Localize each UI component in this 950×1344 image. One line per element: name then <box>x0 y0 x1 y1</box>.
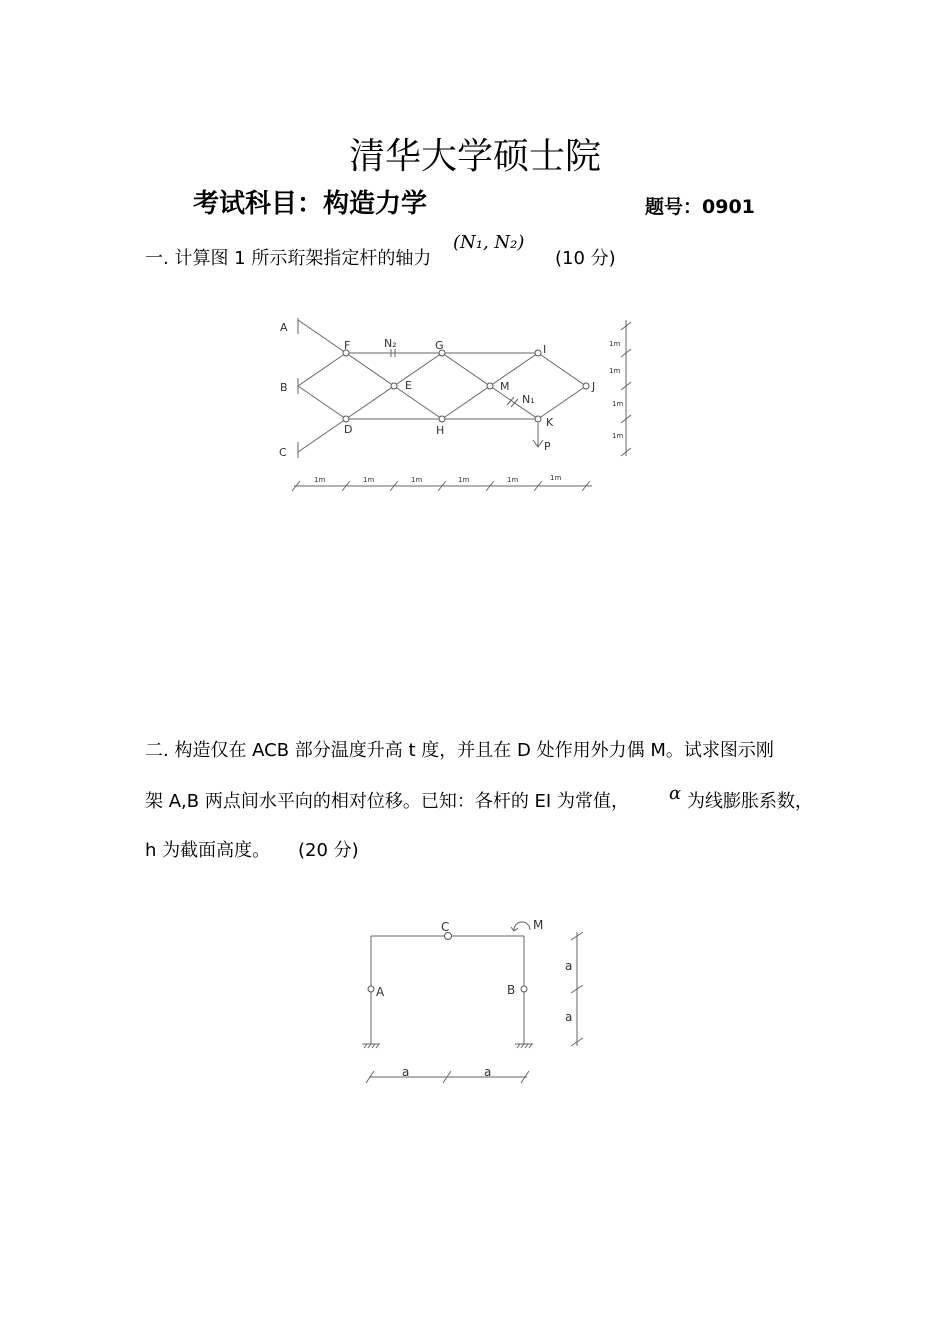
page-title: 清华大学硕士院 <box>348 136 601 177</box>
alpha-symbol: α <box>669 783 682 804</box>
label-P: P <box>544 440 551 453</box>
label-E: E <box>405 379 412 392</box>
dim-h-5: 1m <box>507 476 519 484</box>
dim-h-2: 1m <box>363 476 375 484</box>
question1-formula: (N₁, N₂) <box>453 232 525 253</box>
frame-label-B: B <box>507 983 516 997</box>
label-B: B <box>280 381 288 394</box>
frame-dim-v-2: a <box>565 1010 573 1024</box>
dim-v-4: 1m <box>612 432 624 440</box>
dim-h-1: 1m <box>314 476 326 484</box>
label-D: D <box>344 423 353 436</box>
dim-h-3: 1m <box>411 476 423 484</box>
frame-dim-h-1: a <box>402 1065 410 1079</box>
label-A: A <box>280 321 288 334</box>
question2-points: (20 分) <box>298 840 359 861</box>
question1-points: (10 分) <box>555 248 616 269</box>
label-C: C <box>279 446 287 459</box>
frame-label-A: A <box>376 985 385 999</box>
label-K: K <box>546 416 554 429</box>
label-J: J <box>592 380 596 393</box>
question-number: 题号：0901 <box>645 196 755 218</box>
label-N2: N₂ <box>384 337 397 350</box>
frame-dim-v-1: a <box>565 959 573 973</box>
frame-label-C: C <box>441 920 450 934</box>
label-M: M <box>500 380 510 393</box>
label-G: G <box>435 339 444 352</box>
label-N1: N₁ <box>522 393 535 406</box>
dim-h-6: 1m <box>550 474 562 482</box>
frame-label-M: M <box>533 918 544 932</box>
question2-line2a: 架 A,B 两点间水平向的相对位移。已知：各杆的 EI 为常值， <box>145 791 629 812</box>
dim-h-4: 1m <box>458 476 470 484</box>
dim-v-1: 1m <box>609 340 621 348</box>
label-I: I <box>543 343 547 356</box>
dim-v-2: 1m <box>609 367 621 375</box>
question2-line2b: 为线膨胀系数， <box>687 791 813 812</box>
question2-line1: 二. 构造仅在 ACB 部分温度升高 t 度，并且在 D 处作用外力偶 M。试求图示刚 <box>145 740 774 761</box>
label-H: H <box>436 424 445 437</box>
exam-subject: 考试科目：构造力学 <box>193 189 428 219</box>
dim-v-3: 1m <box>612 400 624 408</box>
frame-dim-h-2: a <box>484 1065 492 1079</box>
question1-text: 一. 计算图 1 所示珩架指定杆的轴力 <box>145 248 432 269</box>
frame-figure <box>362 922 583 1083</box>
question2-line3: h 为截面高度。 <box>145 840 271 861</box>
label-F: F <box>344 339 351 352</box>
